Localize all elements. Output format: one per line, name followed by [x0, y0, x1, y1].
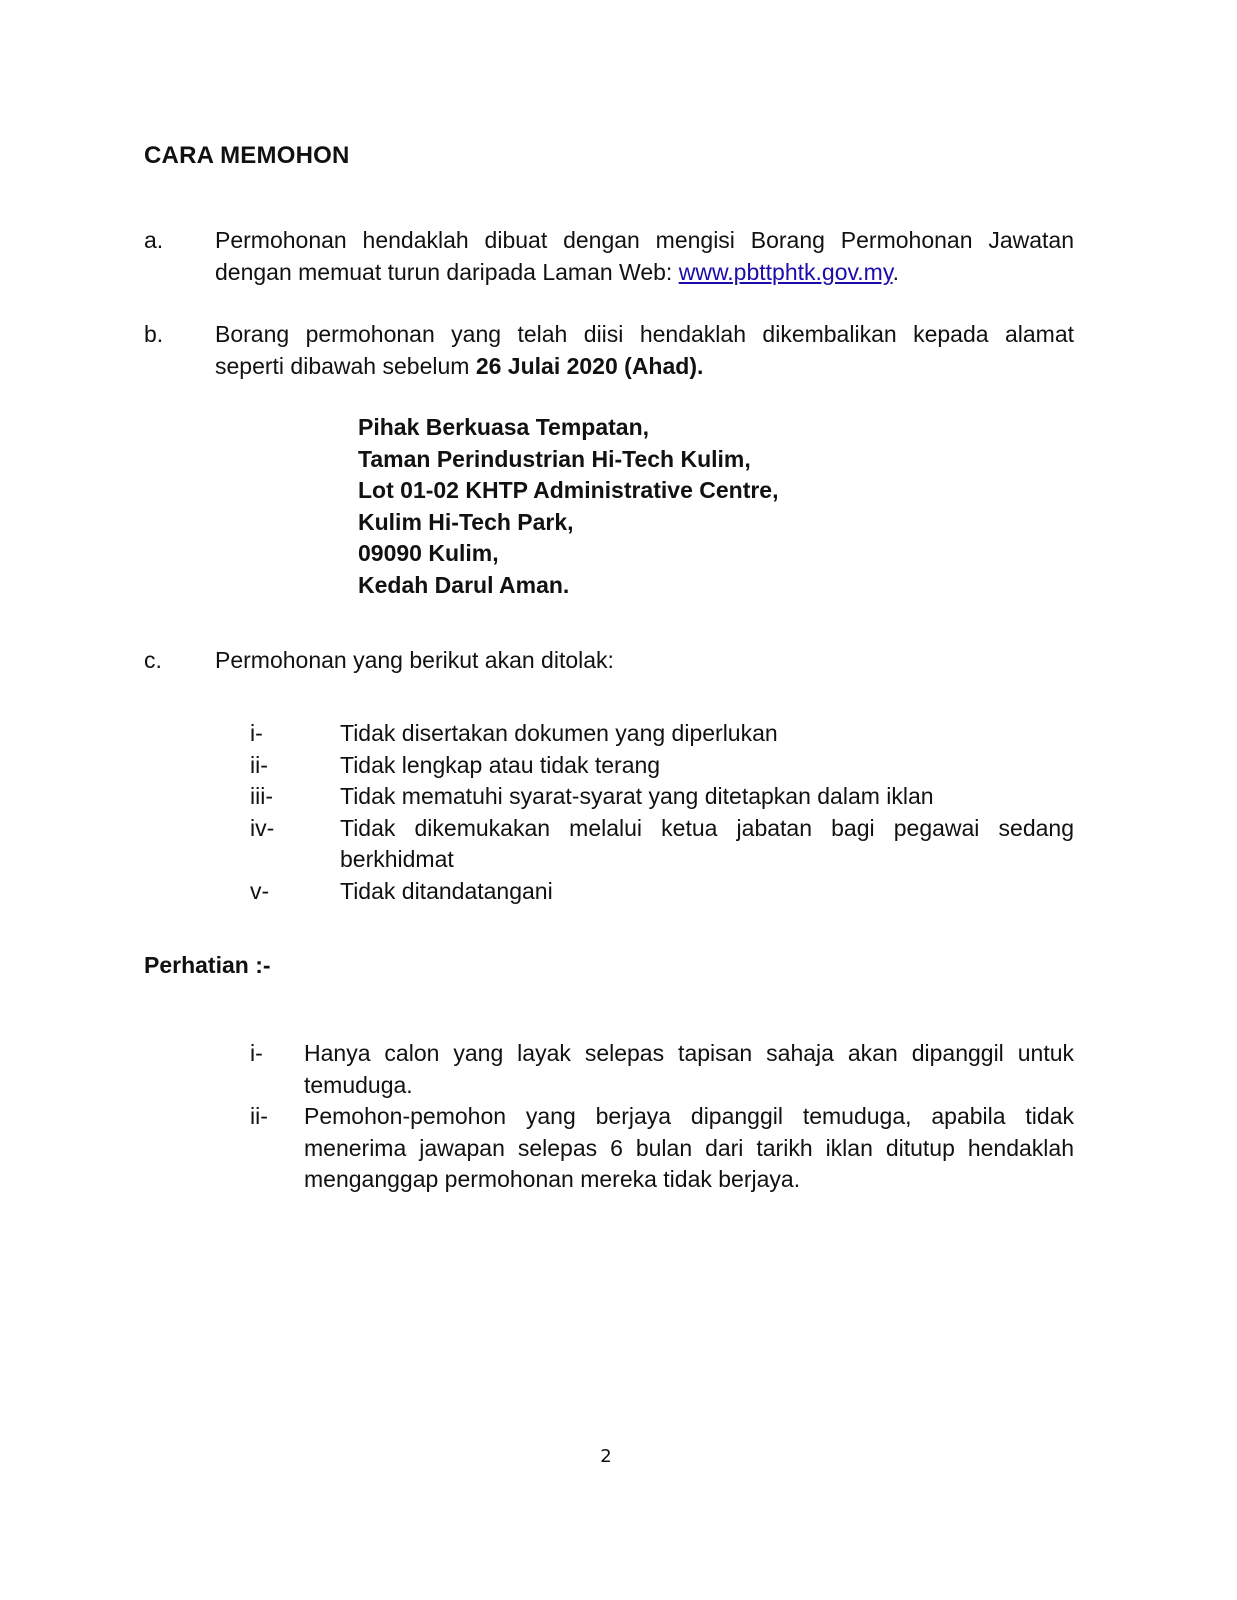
item-a-line1: Permohonan hendaklah dibuat dengan mengisi Borang Permohonan Jawatan	[215, 227, 1074, 253]
rejection-text: Tidak dikemukakan melalui ketua jabatan bagi pegawai sedang	[340, 814, 1074, 841]
address-line: Kulim Hi-Tech Park,	[358, 508, 574, 535]
notice-text: Hanya calon yang layak selepas tapisan sahaja akan dipanggil untuk	[304, 1040, 1074, 1066]
item-c-text: Permohonan yang berikut akan ditolak:	[215, 647, 614, 673]
rejection-text: Tidak ditandatangani	[340, 877, 553, 904]
mailing-address	[358, 412, 779, 601]
rejection-text: Tidak disertakan dokumen yang diperlukan	[340, 720, 778, 746]
list-item-c	[144, 644, 1074, 676]
item-b-line2-text: seperti dibawah sebelum	[215, 353, 476, 379]
rejection-item	[250, 876, 1074, 908]
address-line: Pihak Berkuasa Tempatan,	[358, 414, 650, 440]
notice-text-cont: menerima jawapan selepas 6 bulan dari tarikh iklan ditutup hendaklah	[304, 1134, 1074, 1161]
notice-list	[250, 1038, 1074, 1196]
address-line: Kedah Darul Aman.	[358, 571, 570, 598]
section-title: CARA MEMOHON	[144, 142, 350, 169]
notice-text-cont: menganggap permohonan mereka tidak berjaya.	[304, 1166, 801, 1192]
notice-text-cont: temuduga.	[304, 1071, 413, 1098]
rejection-list	[250, 718, 1074, 907]
notice-number: ii-	[250, 1103, 268, 1129]
address-line: Lot 01-02 KHTP Administrative Centre,	[358, 477, 779, 503]
item-marker: b.	[144, 321, 164, 347]
rejection-text-cont: berkhidmat	[340, 846, 454, 872]
rejection-number: ii-	[250, 751, 268, 778]
notice-title: Perhatian :-	[144, 952, 271, 978]
rejection-number: iv-	[250, 814, 275, 841]
rejection-item	[250, 781, 1074, 813]
notice-item	[250, 1101, 1074, 1196]
rejection-text: Tidak lengkap atau tidak terang	[340, 751, 661, 778]
list-item-b	[144, 318, 1074, 382]
rejection-item	[250, 813, 1074, 876]
rejection-number: i-	[250, 720, 263, 746]
item-a-line2	[215, 256, 1074, 288]
item-marker: a.	[144, 227, 164, 253]
rejection-number: v-	[250, 877, 270, 904]
address-line: 09090 Kulim,	[358, 540, 499, 566]
page-number: 2	[600, 1446, 612, 1467]
address-line: Taman Perindustrian Hi-Tech Kulim,	[358, 445, 751, 472]
rejection-number: iii-	[250, 783, 273, 809]
rejection-item	[250, 718, 1074, 750]
rejection-text: Tidak mematuhi syarat-syarat yang ditetapkan dalam iklan	[340, 783, 934, 809]
notice-number: i-	[250, 1040, 263, 1066]
rejection-item	[250, 750, 1074, 782]
notice-item	[250, 1038, 1074, 1101]
deadline-date: 26 Julai 2020 (Ahad).	[475, 353, 704, 379]
item-a-period: .	[892, 259, 900, 285]
notice-text: Pemohon-pemohon yang berjaya dipanggil temuduga, apabila tidak	[304, 1103, 1074, 1129]
item-a-line2-text: dengan memuat turun daripada Laman Web:	[215, 259, 679, 285]
item-marker: c.	[144, 647, 162, 673]
item-b-line1: Borang permohonan yang telah diisi hendaklah dikembalikan kepada alamat	[215, 321, 1074, 347]
list-item-a	[144, 224, 1074, 288]
item-b-line2	[215, 350, 1074, 382]
website-link[interactable]: www.pbttphtk.gov.my	[678, 259, 893, 285]
